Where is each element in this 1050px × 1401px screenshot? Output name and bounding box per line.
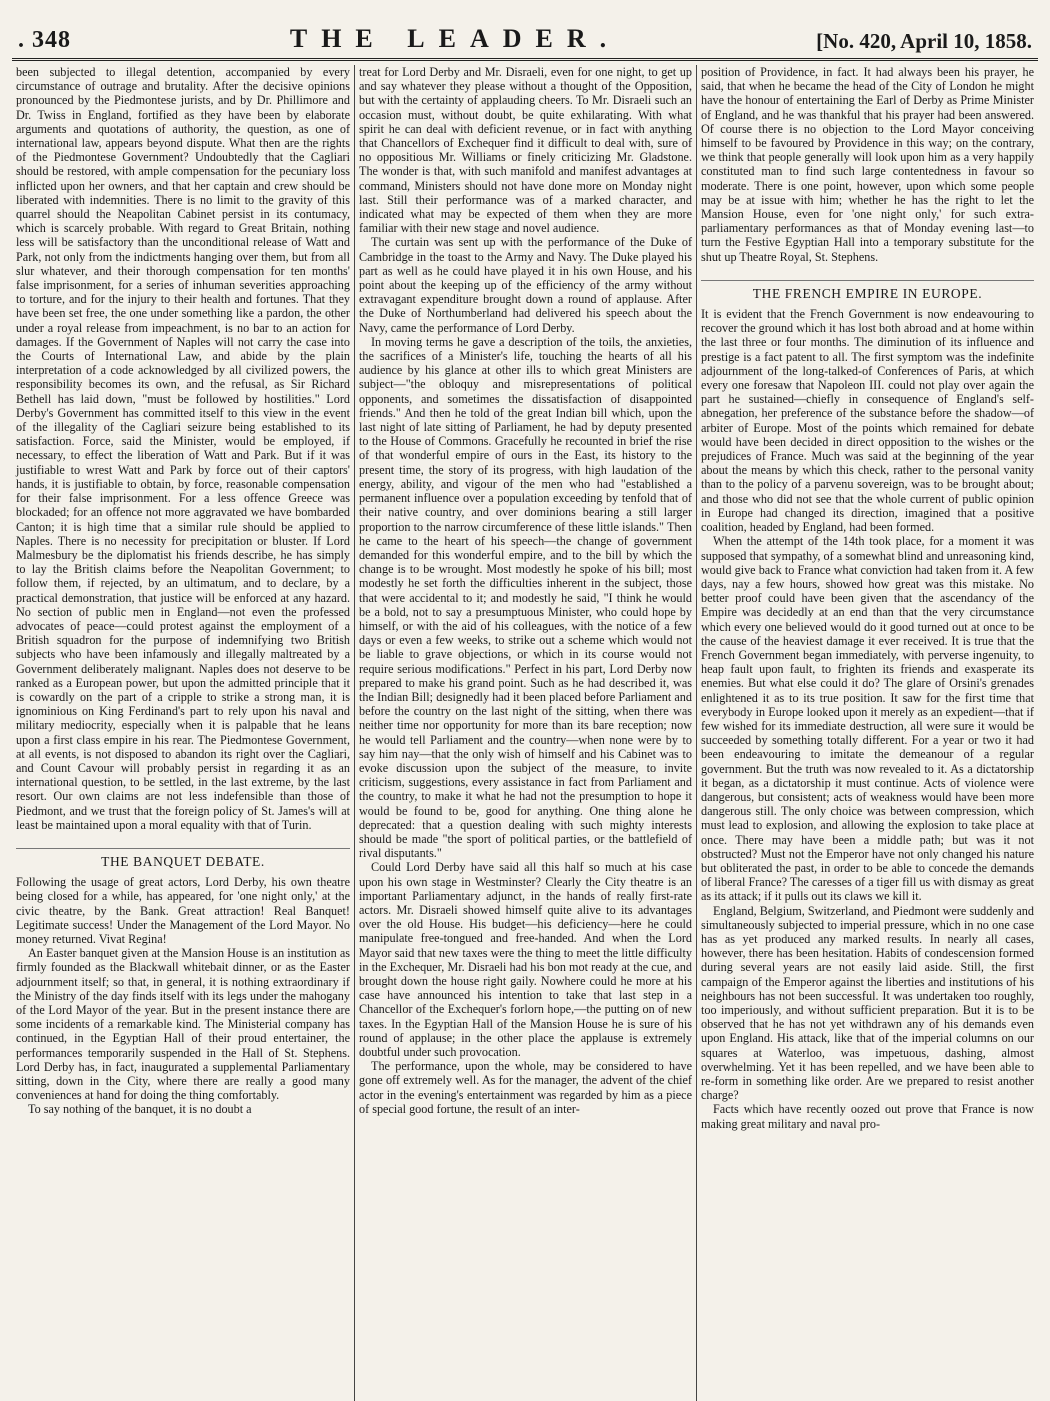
article-paragraph: England, Belgium, Switzerland, and Piedmont were suddenly and simultaneously subjected to imperial pressure, which in no one case has as yet produced any marked results. In nearly all cases, however, there has been hesitation. Habits of condescension formed during several years are not easily laid aside. Still, the first campaign of the Emperor against the liberties and institutions of his neighbours has not been successful. It was undertaken too roughly, too imperiously, and without sufficient preparation. But it is to be observed that he has not yet withdrawn any of his demands even upon England. His attack, like that of the imperial columns on our squares at Waterloo, was impetuous, dashing, almost overwhelming. Yet it has been repelled, and we have been able to re-form in something like order. Are we prepared to resist another charge? xyxy=(701,903,1034,1103)
article-paragraph: position of Providence, in fact. It had always been his prayer, he said, that when he became the head of the City of London he might have the honour of entertaining the Earl of Derby as Prime Minister of England, and he was thankful that his prayer had been answered. Of course there is no objection to the Lord Mayor conceiving himself to be favoured by Providence in this way; on the contrary, we think that people generally will look upon him as a very happily constituted man to find such large contentedness in favour so moderate. There is one point, however, upon which some people may be at issue with him; whether he has the right to let the Mansion House, even for 'one night only,' for such extra-parliamentary performances as that of Monday evening last—to turn the Festive Egyptian Hall into a temporary substitute for the shut up Theatre Royal, St. Stephens. xyxy=(701,65,1034,264)
newspaper-title: THE LEADER. xyxy=(289,24,621,53)
issue-date: [No. 420, April 10, 1858. xyxy=(816,29,1032,53)
article-paragraph: The performance, upon the whole, may be considered to have gone off extremely well. As for the manager, the advent of the chief actor in the evening's entertainment was regarded by him as a piece of special good fortune, the result of an inter- xyxy=(359,1059,692,1116)
masthead xyxy=(12,16,1038,61)
article-paragraph: been subjected to illegal detention, accompanied by every circumstance of outrage and brutality. After the decisive opinions pronounced by the Piedmontese jurists, and by Dr. Phillimore and Dr. Twiss in England, fortified as they have been by elaborate arguments and quotations of authority, the question, as one of international law, appears beyond dispute. What then are the rights of the Piedmontese Government? Undoubtedly that the Cagliari should be restored, with ample compensation for the pecuniary loss inflicted upon her owners, and that her captain and crew should be liberated with indemnities. There is no limit to the gravity of this quarrel should the Neapolitan Cabinet persist in its contumacy, which is scarcely probable. With regard to Great Britain, nothing less will be satisfactory than the unconditional release of Watt and Park, not only from the indictments hanging over them, but from all slur whatever, and their thorough compensation for ten months' false imprisonment, for a series of inhuman severities approaching to torture, and for the injury to their health and fortunes. That they have been set free, the one under something like a pardon, the other under a royal release from impeachment, is no bar to an action for damages. If the Government of Naples will not carry the case into the Courts of International Law, and abide by the plain interpretation of a code acknowledged by all civilized powers, the responsibility becomes its own, and the refusal, as Sir Richard Bethell has laid down, "must be followed by hostilities." Lord Derby's Government has committed itself to this view in the event of the illegality of the Cagliari seizure being established to its satisfaction. Force, said the Minister, would be employed, if necessary, to effect the liberation of Watt and Park. But if it was justifiable to wrest Watt and Park by force out of their captors' hands, it is justifiable to obtain, by force, reasonable compensation for their false imprisonment. For a less offence Greece was blockaded; for an offence not more aggravated we have bombarded Canton; it is high time that a similar rule should be applied to Naples. There is no necessity for precipitation or bluster. If Lord Malmesbury be the diplomatist his friends describe, he has simply to lay the British claims before the Neapolitan Government; to follow them, if rejected, by an ultimatum, and to declare, by a practical demonstration, that justice will be enforced at any hazard. No section of public men in England—not even the professed advocates of peace—could protest against the employment of a British squadron for the purpose of indemnifying two British subjects who have been infamously and illegally maltreated by a Government deliberately malignant. Naples does not deserve to be ranked as a European power, but upon the admitted principle that it is cowardly on the part of a cripple to strike a strong man, it is ignominious on King Ferdinand's part to rely upon his naval and military mediocrity, especially when it is palpable that he leans upon a first class empire in his rear. The Piedmontese Government, at all events, is not disposed to abandon its right over the Cagliari, and Count Cavour will probably persist in regarding it as an international question, to be settled, in the last extreme, by the last resort. Our own claims are not less indefensible than those of Piedmont, and we trust that the foreign policy of St. James's will at least be maintained upon a moral equality with that of Turin. xyxy=(16,65,350,832)
page-number: . 348 xyxy=(18,27,71,53)
article-paragraph: treat for Lord Derby and Mr. Disraeli, even for one night, to get up and say whatever they please without a thought of the Opposition, but with the certainty of applauding cheers. To Mr. Disraeli such an occasion must, without doubt, be quite exhilarating. With what spirit he can deal with deficient revenue, or in fact with anything that Chancellors of Exchequer find it difficult to deal with, sure of no oppositious Mr. Williams or finely criticizing Mr. Gladstone. The wonder is that, with such manifold and manifest advantages at command, Ministers should not have done more on Monday night last. Still their performance was of a marked character, and indicated what may be expected of them when they are more familiar with their new stage and novel audience. xyxy=(359,65,692,236)
article-paragraph: Could Lord Derby have said all this half so much at his case upon his own stage in Westminster? Clearly the City theatre is an important Parliamentary adjunct, in the hands of really first-rate actors. Mr. Disraeli showed himself quite alive to its advantages over the old House. His budget—his deficiency—here he could manipulate free-tongued and free-handed. And when the Lord Mayor said that new taxes were the thing to meet the little difficulty in the Exchequer, Mr. Disraeli had his bon mot ready at the cue, and brought down the house right gaily. Nowhere could he more at his case have announced his intention to take that last step in a Chancellor of the Exchequer's forlorn hope,—the putting on of new taxes. In the Egyptian Hall of the Mansion House he is sure of his round of applause; in the other place the applause is extremely doubtful under such provocation. xyxy=(359,860,692,1060)
article-paragraph: The curtain was sent up with the performance of the Duke of Cambridge in the toast to the Army and Navy. The Duke played his part as well as he could have played it in his own House, and his point about the keeping up of the efficiency of the army without extravagant expenditure brought down a round of applause. After the Duke of Northumberland had delivered his speech about the Navy, came the performance of Lord Derby. xyxy=(359,235,692,335)
article-paragraph: An Easter banquet given at the Mansion House is an institution as firmly founded as the Blackwall whitebait dinner, or as the Easter adjournment itself; so that, in general, it is nothing extraordinary if the Ministry of the day finds itself with its legs under the mahogany of the Lord Mayor of the year. But in the present instance there are some incidents of a remarkable kind. The Ministerial company has continued, in the Egyptian Hall of their proud entertainer, the performances temporarily suspended in the Hall of St. Stephens. Lord Derby has, in fact, inaugurated a supplemental Parliamentary sitting, down in the City, where there are really a good many conveniences at hand for doing the thing comfortably. xyxy=(16,946,350,1103)
article-paragraph: Following the usage of great actors, Lord Derby, his own theatre being closed for a while, has appeared, for 'one night only,' at the civic theatre, by the Bank. Great attraction! Real Banquet! Legitimate success! Under the Management of the Lord Mayor. No money returned. Vivat Regina! xyxy=(16,875,350,946)
article-paragraph: To say nothing of the banquet, it is no doubt a xyxy=(28,1102,252,1117)
article-columns xyxy=(12,65,1038,1401)
column-3 xyxy=(696,65,1038,1401)
article-paragraph: In moving terms he gave a description of the toils, the anxieties, the sacrifices of a Minister's life, touching the hearts of all his audience by his glance at other ills to which great Ministers are subject—"the obloquy and misrepresentations of political opponents, and sometimes the dissatisfaction of disappointed friends." And then he told of the great Indian bill which, upon the last night of late sitting of Parliament, he had by deputy presented to the House of Commons. Gracefully he recounted in brief the rise of that wonderful empire of ours in the East, its history to the present time, the story of its progress, with high laudation of the energy, ability, and vigour of the men who had "established a permanent influence over a population exceeding by tenfold that of their native country, and over dominions bearing a still larger proportion to the narrow circumference of these little islands." Then he came to the heart of his speech—the change of government demanded for this wonderful empire, and to the bill by which the change is to be wrought. Most modestly he spoke of his bill; most modestly he set forth the difficulties inherent in the subject, those that were accidental to it; and modestly he said, "I think he would be a bold, not to say a presumptuous Minister, who could hope by himself, or with the aid of his colleagues, with the notice of a few days or even a few weeks, to strike out a scheme which would not be liable to grave objections, or which in its course would not require serious modifications." Perfect in his part, Lord Derby now prepared to make his grand point. Such as he had described it, was the Indian Bill; designedly had it been placed before Parliament and before the country on the last night of the sitting, when there was neither time nor opportunity for more than its bare reception; now he would tell Parliament and the country—when none were by to say him nay—that the only wish of himself and his Cabinet was to evoke discussion upon the subject of the measure, to invite criticism, suggestions, every assistance in fact from Parliament and the country, to make it what he had not the presumption to hope it would be found to be, good for anything. One thing alone he deprecated: that a question dealing with such mighty interests should be made "the sport of political parties, or the battlefield of rival disputants." xyxy=(359,334,692,861)
section-heading-french-empire: THE FRENCH EMPIRE IN EUROPE. xyxy=(701,280,1034,301)
column-1 xyxy=(12,65,354,1401)
article-paragraph: When the attempt of the 14th took place, for a moment it was supposed that sympathy, of a somewhat blind and unreasoning kind, would give back to France what conviction had taken from it. A few days, nay a few hours, showed how great was this mistake. No better proof could have been given that the ascendancy of the Empire was decidedly at an end than that the very circumstance which every one believed would do it good turned out at once to be the cause of the heaviest damage it ever received. It is true that the French Government began immediately, with perverse ingenuity, to heap fault upon fault, to frighten its friends and exasperate its enemies. But what else could it do? The glare of Orsini's grenades enlightened it as to its true position. It saw for the first time that everybody in Europe looked upon it merely as an expedient—that if few wished for its immediate destruction, all were sure it would be succeeded by something totally different. For a year or two it had been endeavouring to imitate the demeanour of a regular government. But the truth was now revealed to it. As a dictatorship it began, as a dictatorship it must continue. Acts of violence were dangerous, but consistent; acts of weakness would have been more dangerous still. The only choice was between compression, which must lead to explosion, and allowing the explosion to take place at once. There may have been a middle path; but was it not obstructed? Must not the Emperor have not only changed his nature but obliterated the past, in order to be able to concede the demands of liberal France? The caresses of a tiger fill us with dismay as great as its attack; if it pulls out its claws we kill it. xyxy=(701,534,1034,904)
section-heading-banquet-debate: THE BANQUET DEBATE. xyxy=(16,848,350,869)
column-2 xyxy=(354,65,696,1401)
article-paragraph: It is evident that the French Government is now endeavouring to recover the ground which it has lost both abroad and at home within the last three or four months. The diminution of its influence and prestige is a fact patent to all. The first symptom was the indefinite adjournment of the long-talked-of Conferences of Paris, at which every one foresaw that Napoleon III. could not play over again the part he sustained—chiefly in consequence of England's self-abnegation, her preference of the substance before the shadow—of arbiter of Europe. Most of the points which remained for debate would have been decided in direct opposition to the wishes or the prejudices of France. Much was said at the beginning of the year about the means by which this check, rather to the personal vanity than to the policy of a parvenu sovereign, was to be brought about; and those who did not see that the whole current of public opinion in Europe had changed its direction, imagined that a positive coalition, headed by England, had been formed. xyxy=(701,307,1034,535)
article-paragraph: Facts which have recently oozed out prove that France is now making great military and naval pro- xyxy=(701,1102,1034,1131)
